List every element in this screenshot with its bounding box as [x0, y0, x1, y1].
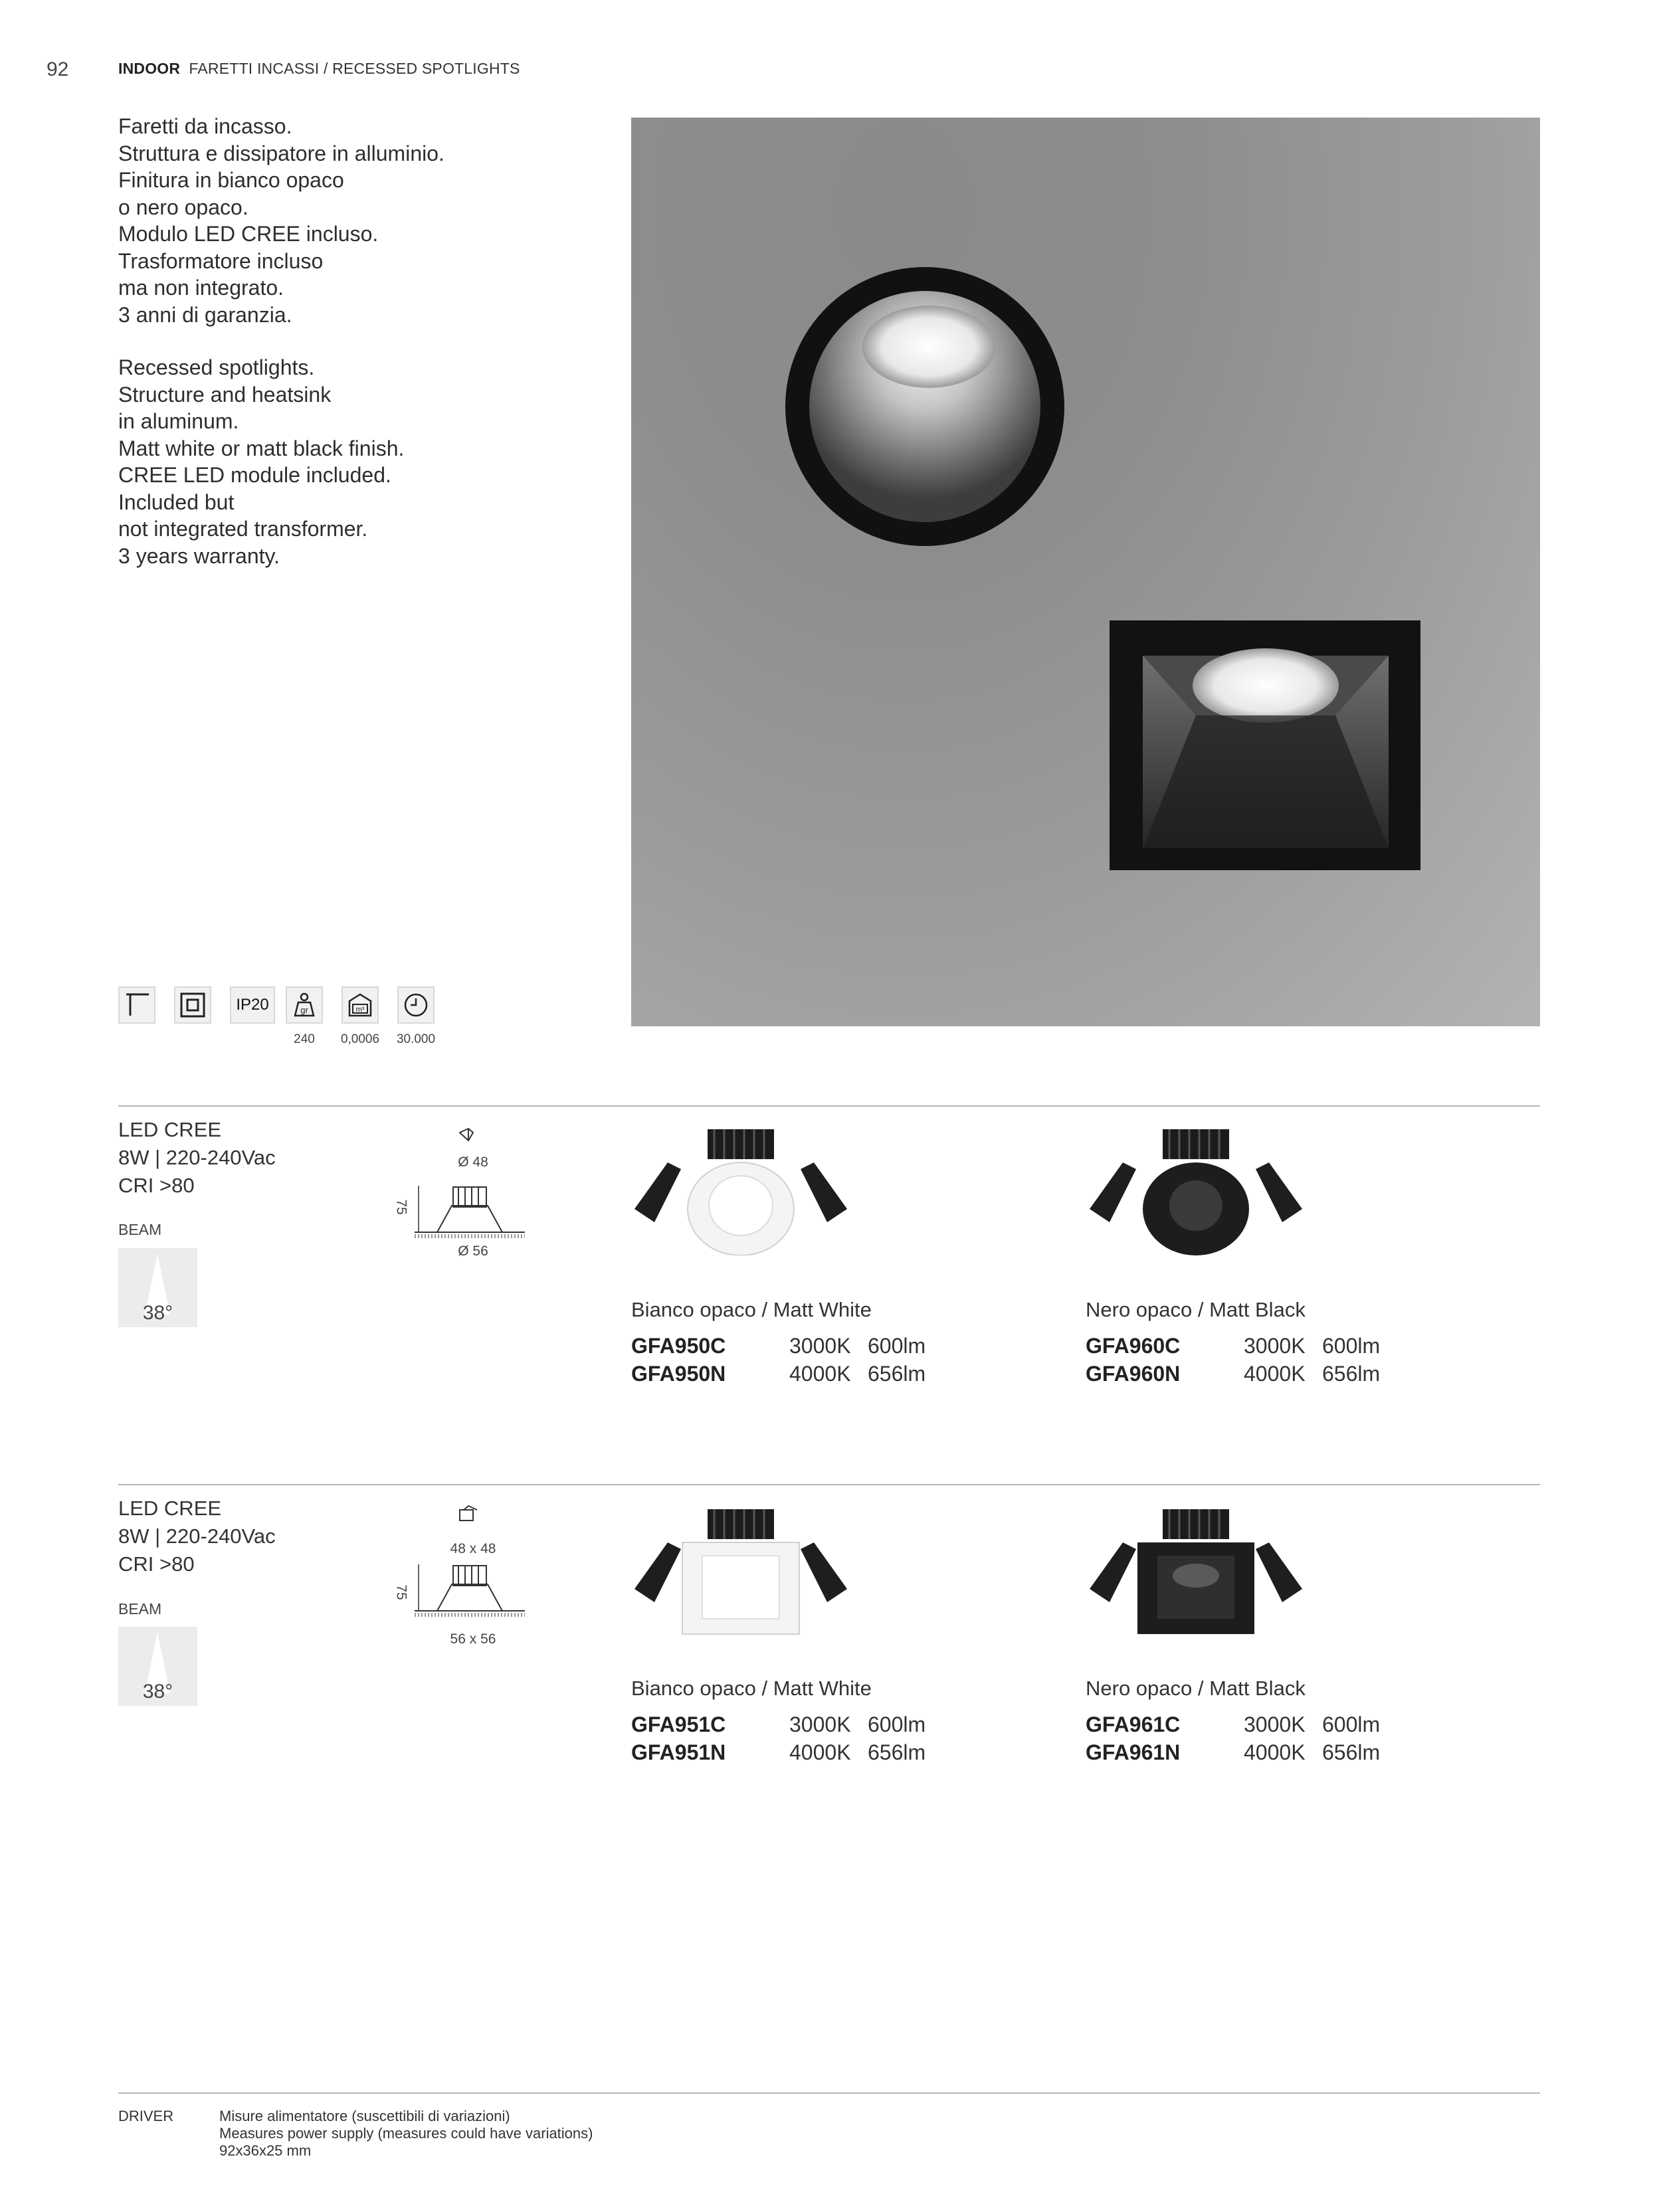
product-code: GFA961N [1086, 1740, 1181, 1764]
volume-unit: m³ [355, 1006, 365, 1014]
lumen-output: 656lm [868, 1362, 926, 1386]
beam-diagram [118, 1248, 197, 1327]
product-code-row [1086, 1334, 1380, 1358]
product-code-row [1086, 1740, 1380, 1765]
beam-angle: 38° [142, 1681, 173, 1703]
product-image-black-square [1083, 1503, 1309, 1635]
page-number: 92 [47, 58, 69, 80]
weight-value: 240 [294, 1032, 315, 1046]
finish-label: Nero opaco / Matt Black [1086, 1298, 1306, 1321]
product-spec: LED CREE 8W | 220-240Vac CRI >80 [118, 1497, 276, 1576]
lumen-output: 600lm [1322, 1334, 1381, 1358]
lumen-output: 600lm [868, 1712, 926, 1736]
color-temperature: 4000K [1244, 1740, 1306, 1764]
product-image-white-round [628, 1123, 854, 1255]
product-code-row [1086, 1712, 1380, 1737]
color-temperature: 4000K [789, 1740, 851, 1764]
lumen-output: 600lm [868, 1334, 926, 1358]
product-spec: LED CREE 8W | 220-240Vac CRI >80 [118, 1118, 276, 1197]
dimension-height: 75 [393, 1199, 409, 1215]
volume-icon [342, 986, 379, 1024]
beam-diagram [118, 1627, 197, 1706]
product-photo [631, 118, 1540, 1026]
product-image-black-round [1083, 1123, 1309, 1255]
beam-label: BEAM [118, 1221, 162, 1238]
footer-divider [118, 2092, 1540, 2094]
dimension-bottom: 56 x 56 [450, 1631, 496, 1647]
color-temperature: 3000K [1244, 1712, 1306, 1736]
ip-rating-label: IP20 [236, 996, 269, 1014]
dimension-drawing [405, 1505, 538, 1651]
description-italian: Faretti da incasso. Struttura e dissipatore in alluminio. Finitura in bianco opaco o nero opaco. Modulo LED CREE incluso. Trasformatore incluso ma non integrato. 3 anni di garanzia. [118, 114, 444, 327]
section-divider [118, 1484, 1540, 1485]
dimension-bottom: Ø 56 [458, 1244, 488, 1259]
product-code: GFA960C [1086, 1334, 1181, 1358]
square-shape-icon [460, 1506, 477, 1521]
lumen-output: 656lm [1322, 1362, 1381, 1386]
lifetime-icon [397, 986, 435, 1024]
driver-label: DRIVER [118, 2108, 174, 2124]
product-code: GFA951N [631, 1740, 726, 1764]
section-title: INDOOR [118, 60, 181, 77]
product-code: GFA960N [1086, 1362, 1181, 1386]
finish-label: Bianco opaco / Matt White [631, 1298, 872, 1321]
round-shape-icon [460, 1129, 473, 1141]
lifetime-value: 30.000 [396, 1032, 436, 1046]
product-code-row [631, 1362, 926, 1386]
dimension-top: Ø 48 [458, 1154, 488, 1170]
product-code: GFA950C [631, 1334, 726, 1358]
product-code: GFA950N [631, 1362, 726, 1386]
product-code-row [631, 1740, 926, 1765]
beam-label: BEAM [118, 1600, 162, 1617]
description-english: Recessed spotlights. Structure and heatsink in aluminum. Matt white or matt black finish. CREE LED module included. Included but not integrated transformer. 3 years warranty. [118, 355, 405, 568]
beam-angle: 38° [142, 1302, 173, 1324]
finish-label: Bianco opaco / Matt White [631, 1677, 872, 1700]
class-ii-icon [174, 986, 211, 1024]
lumen-output: 656lm [868, 1740, 926, 1764]
color-temperature: 3000K [789, 1712, 851, 1736]
product-code-row [631, 1334, 926, 1358]
ip-rating-icon [230, 986, 275, 1024]
color-temperature: 3000K [1244, 1334, 1306, 1358]
dimension-top: 48 x 48 [450, 1541, 496, 1556]
dimension-height: 75 [393, 1584, 409, 1600]
product-code: GFA961C [1086, 1712, 1181, 1736]
weight-unit: gr [300, 1005, 308, 1015]
color-temperature: 4000K [789, 1362, 851, 1386]
recessed-mount-icon [118, 986, 155, 1024]
product-code: GFA951C [631, 1712, 726, 1736]
section-divider [118, 1105, 1540, 1107]
product-image-white-square [628, 1503, 854, 1635]
category-title: FARETTI INCASSI / RECESSED SPOTLIGHTS [189, 60, 520, 77]
color-temperature: 4000K [1244, 1362, 1306, 1386]
weight-icon [286, 986, 323, 1024]
color-temperature: 3000K [789, 1334, 851, 1358]
lumen-output: 656lm [1322, 1740, 1381, 1764]
product-code-row [631, 1712, 926, 1737]
lumen-output: 600lm [1322, 1712, 1381, 1736]
page-header [118, 60, 520, 78]
volume-value: 0,0006 [340, 1032, 380, 1046]
finish-label: Nero opaco / Matt Black [1086, 1677, 1306, 1700]
product-code-row [1086, 1362, 1380, 1386]
driver-text: Misure alimentatore (suscettibili di variazioni) Measures power supply (measures could have variations) 92x36x25 mm [219, 2108, 593, 2159]
